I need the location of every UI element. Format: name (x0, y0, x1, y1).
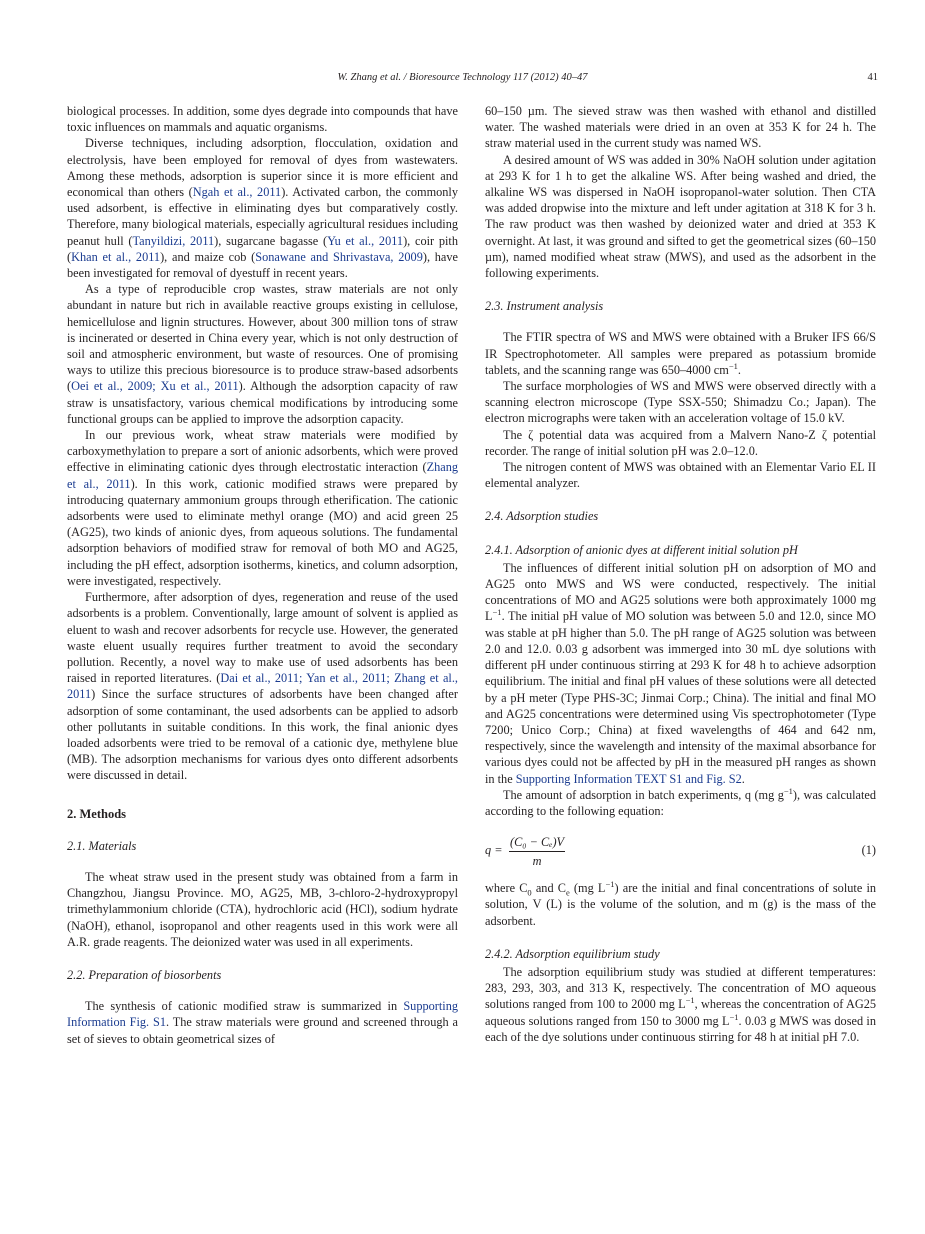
equation-lhs: q = (485, 843, 503, 858)
citation-link[interactable]: Dai et al., 2011; Yan et al., 2011; Zhang et al., 2011 (67, 671, 458, 702)
subsubsection-heading: 2.4.2. Adsorption equilibrium study (485, 946, 660, 961)
text: The synthesis of cationic modified straw is summarized in (85, 999, 404, 1014)
subsection-heading: 2.4. Adsorption studies (485, 509, 599, 524)
subsection-heading: 2.1. Materials (67, 838, 137, 853)
paragraph (485, 427, 876, 459)
subscript: e (565, 887, 570, 898)
text: ), and maize cob ( (160, 249, 256, 264)
right-column (485, 103, 876, 1045)
text: . (737, 362, 741, 377)
equation-denominator: m (532, 854, 542, 869)
text: As a type of reproducible crop wastes, straw materials are not only abundant in nature but rich in available reactive groups existing in cellulose, hemicellulose and lignin structures. However, about 300 million tons of straw is incinerated or deserted in China every year, which is not only destruction of soil and atmospheric environment, but waste of resources. One of promising ways to utilize this precious bioresource is to produce straw-based adsorbents ( (67, 282, 458, 394)
equation-numerator: (C₀ − Cₑ)V (509, 834, 565, 852)
equation (485, 834, 876, 869)
equation-number: (1) (861, 843, 876, 858)
equation-fraction (509, 834, 565, 869)
running-header (0, 72, 925, 88)
text: The adsorption equilibrium study was studied at different temperatures: 283, 293, 303, and 313 K, respectively. The concentration of MO aqueous solutions ranged from 100 to 2000 mg L (485, 964, 876, 1012)
text: The FTIR spectra of WS and MWS were obtained with a Bruker IFS 66/S IR Spectrophotometer. All samples were prepared as potassium bromide tablets, and the scanning range was 650–4000 cm (485, 330, 876, 377)
text: The influences of different initial solution pH on adsorption of MO and AG25 onto MWS and WS were conducted, respectively. The initial concentrations of MO and AG25 solutions were both approximately 1000 mg L (485, 560, 876, 624)
superscript: −1 (729, 1011, 739, 1022)
text: The surface morphologies of WS and MWS were observed directly with a scanning electron microscope (Type SSX-550; Shimadzu Co.; Japan). The electron micrographs were taken with an acceleration voltage of 15.0 kV. (485, 379, 876, 426)
superscript: −1 (685, 995, 695, 1006)
paragraph (67, 103, 458, 135)
text: The nitrogen content of MWS was obtained with an Elementar Vario EL II elemental analyzer. (485, 460, 876, 491)
text: where C (485, 881, 528, 896)
text: biological processes. In addition, some dyes degrade into compounds that have toxic influences on mammals and aquatic organisms. (67, 104, 458, 135)
text: A desired amount of WS was added in 30% NaOH solution under agitation at 293 K for 1 h to get the alkaline WS. After being washed and dried, the alkaline WS was dispersed in NaOH isopropanol-water solution. Then CTA was added dropwise into the mixture and left under agitation at 318 K for 3 h. The raw product was then washed by deionized water and dried at 353 K overnight. At last, it was ground and sifted to get the geometrical sizes (60–150 µm), named modified wheat straw (MWS), and used as the adsorbent in the following experiments. (485, 152, 876, 281)
paragraph (67, 869, 458, 950)
text: , whereas the concentration of AG25 aqueous solutions ranged from 150 to 3000 mg L (485, 997, 877, 1028)
text: 60–150 µm. The sieved straw was then washed with ethanol and distilled water. The washed materials were dried in an oven at 353 K for 24 h. The straw material used in the current study was named WS. (485, 104, 876, 151)
citation-link[interactable]: Zhang et al., 2011 (67, 460, 458, 491)
text: . The straw materials were ground and screened through a set of sieves to obtain geometrical sizes of (67, 1015, 459, 1046)
supporting-info-link[interactable]: Supporting Information TEXT S1 and Fig. S2 (515, 771, 742, 786)
text: . 0.03 g MWS was dosed in each of the dye solutions under continuous stirring for 48 h at initial pH 7.0. (485, 1013, 876, 1044)
paragraph (485, 787, 876, 819)
text: ) are the initial and final concentrations of solute in solution, V (L) is the volume of the solution, and m (g) is the mass of the adsorbent. (485, 881, 877, 928)
text: . The initial pH value of MO solution was between 5.0 and 12.0, since MO was stable at pH higher than 5.0. The pH range of AG25 solution was between 2.0 and 12.0. 0.03 g adsorbent was immerged into 30 mL dye solutions with different pH under continuous stirring at 293 K for 48 h to achieve adsorption equilibrium. The initial and final pH values of these solutions were all detected by a pH meter (Type PHS-3C; Jinmai Corp.; China). The initial and final MO and AG25 concentrations were determined using Vis spectrophotometer (Type 7200; Unico Corp.; China) at fixed wavelengths of 464 and 642 nm, respectively, since the wavelength and intensity of the maximal absorbance for various dyes could not be affected by pH in the measured pH ranges as shown in the (485, 609, 876, 786)
text: Furthermore, after adsorption of dyes, regeneration and reuse of the used adsorbents is a problem. Conventionally, large amount of solvent is applied as eluent to wash and recover adsorbents for recycle use. However, the generated waste eluent usually requires further treatment to avoid the secondary pollution. Recently, a novel way to make use of used adsorbents has been raised in reported literatures. ( (67, 590, 458, 686)
paragraph (485, 152, 876, 282)
citation-link[interactable]: Tanyildizi, 2011 (132, 233, 215, 248)
citation-link[interactable]: Ngah et al., 2011 (192, 185, 282, 200)
paragraph (67, 427, 458, 589)
citation-link[interactable]: Yu et al., 2011 (327, 233, 404, 248)
paragraph (67, 589, 458, 783)
text: ). In this work, cationic modified straws were prepared by introducing quaternary ammonium groups through etherification. The cationic adsorbents were used to eliminate methyl orange (MO) and acid green 25 (AG25), two kinds of anionic dyes, from aqueous solutions. The fundamental adsorption behaviors of modified straw for removal of both MO and AG25, including the pH effect, adsorption isotherms, kinetics, and column adsorption, were investigated, respectively. (67, 476, 458, 588)
text: ) Since the surface structures of adsorbents have been changed after adsorption of some contaminant, the used adsorbents can be applied to adsorb other pollutants in suitable conditions. In this work, the final anionic dyes loaded adsorbents were tried to be removal of a cationic dye, methylene blue (MB). The adsorption mechanisms for various dyes onto different adsorbents were discussed in detail. (67, 687, 458, 783)
text: The wheat straw used in the present study was obtained from a farm in Changzhou, Jiangsu Province. MO, AG25, MB, 3-chloro-2-hydroxypropyl trimethylammonium chloride (CTA), hydrochloric acid (HCl), sodium hydrate (NaOH), ethanol, isopropanol and other reagents used in this work were all A.R. grade reagents. The deionized water was used in all experiments. (67, 869, 458, 949)
paragraph (485, 880, 876, 929)
citation-link[interactable]: Supporting Information Fig. S1 (67, 999, 458, 1030)
text: ), sugarcane bagasse ( (214, 233, 328, 248)
paragraph (485, 378, 876, 427)
paragraph (485, 103, 876, 152)
text: ), coir pith ( (67, 233, 459, 264)
section-heading: 2. Methods (67, 806, 127, 821)
paragraph (67, 998, 458, 1047)
page-number: 41 (867, 72, 878, 83)
text: . (741, 771, 745, 786)
text: The ζ potential data was acquired from a Malvern Nano-Z ζ potential recorder. The range of initial solution pH was 2.0–12.0. (485, 427, 876, 458)
citation-link[interactable]: Oei et al., 2009; Xu et al., 2011 (71, 379, 239, 394)
text: The amount of adsorption in batch experiments, q (mg g (503, 787, 784, 802)
text: ). Activated carbon, the commonly used adsorbent, is effective in eliminating dyes but comparatively costly. Therefore, many biological materials, especially agricultural residues including peanut hull ( (67, 185, 458, 248)
text: ). Although the adsorption capacity of raw straw is unsatisfactory, various chemical modifications by introducing some functional groups can be applied to improve the adsorption capacity. (67, 379, 458, 426)
superscript: −1 (605, 879, 615, 890)
text: ), have been investigated for removal of dyestuff in recent years. (67, 249, 458, 281)
paragraph (485, 560, 876, 787)
text: ), was calculated according to the following equation: (485, 787, 876, 818)
text: Diverse techniques, including adsorption, flocculation, oxidation and electrolysis, have been employed for removal of dyes from wastewaters. Among these methods, adsorption is superior since it is more efficient and economical than others ( (67, 136, 458, 200)
left-column (67, 103, 458, 1047)
text: (mg L (569, 881, 606, 896)
paragraph (485, 459, 876, 491)
running-title: W. Zhang et al. / Bioresource Technology 117 (2012) 40–47 (337, 72, 588, 83)
paragraph (67, 281, 458, 427)
paragraph (485, 329, 876, 378)
superscript: −1 (492, 607, 502, 618)
superscript: −1 (728, 360, 738, 371)
paragraph (67, 135, 458, 281)
citation-link[interactable]: Khan et al., 2011 (71, 249, 161, 264)
paragraph (485, 964, 876, 1045)
citation-link[interactable]: Sonawane and Shrivastava, 2009 (255, 249, 423, 264)
subsubsection-heading: 2.4.1. Adsorption of anionic dyes at different initial solution pH (485, 542, 798, 557)
subsection-heading: 2.2. Preparation of biosorbents (67, 967, 222, 982)
subscript: 0 (527, 887, 532, 898)
superscript: −1 (783, 785, 793, 796)
text: and C (531, 881, 566, 896)
text: In our previous work, wheat straw materials were modified by carboxymethylation to prepare a sort of anionic adsorbents, which were proved effective in eliminating cationic dyes through electrostatic interaction ( (67, 428, 458, 475)
subsection-heading: 2.3. Instrument analysis (485, 299, 604, 314)
